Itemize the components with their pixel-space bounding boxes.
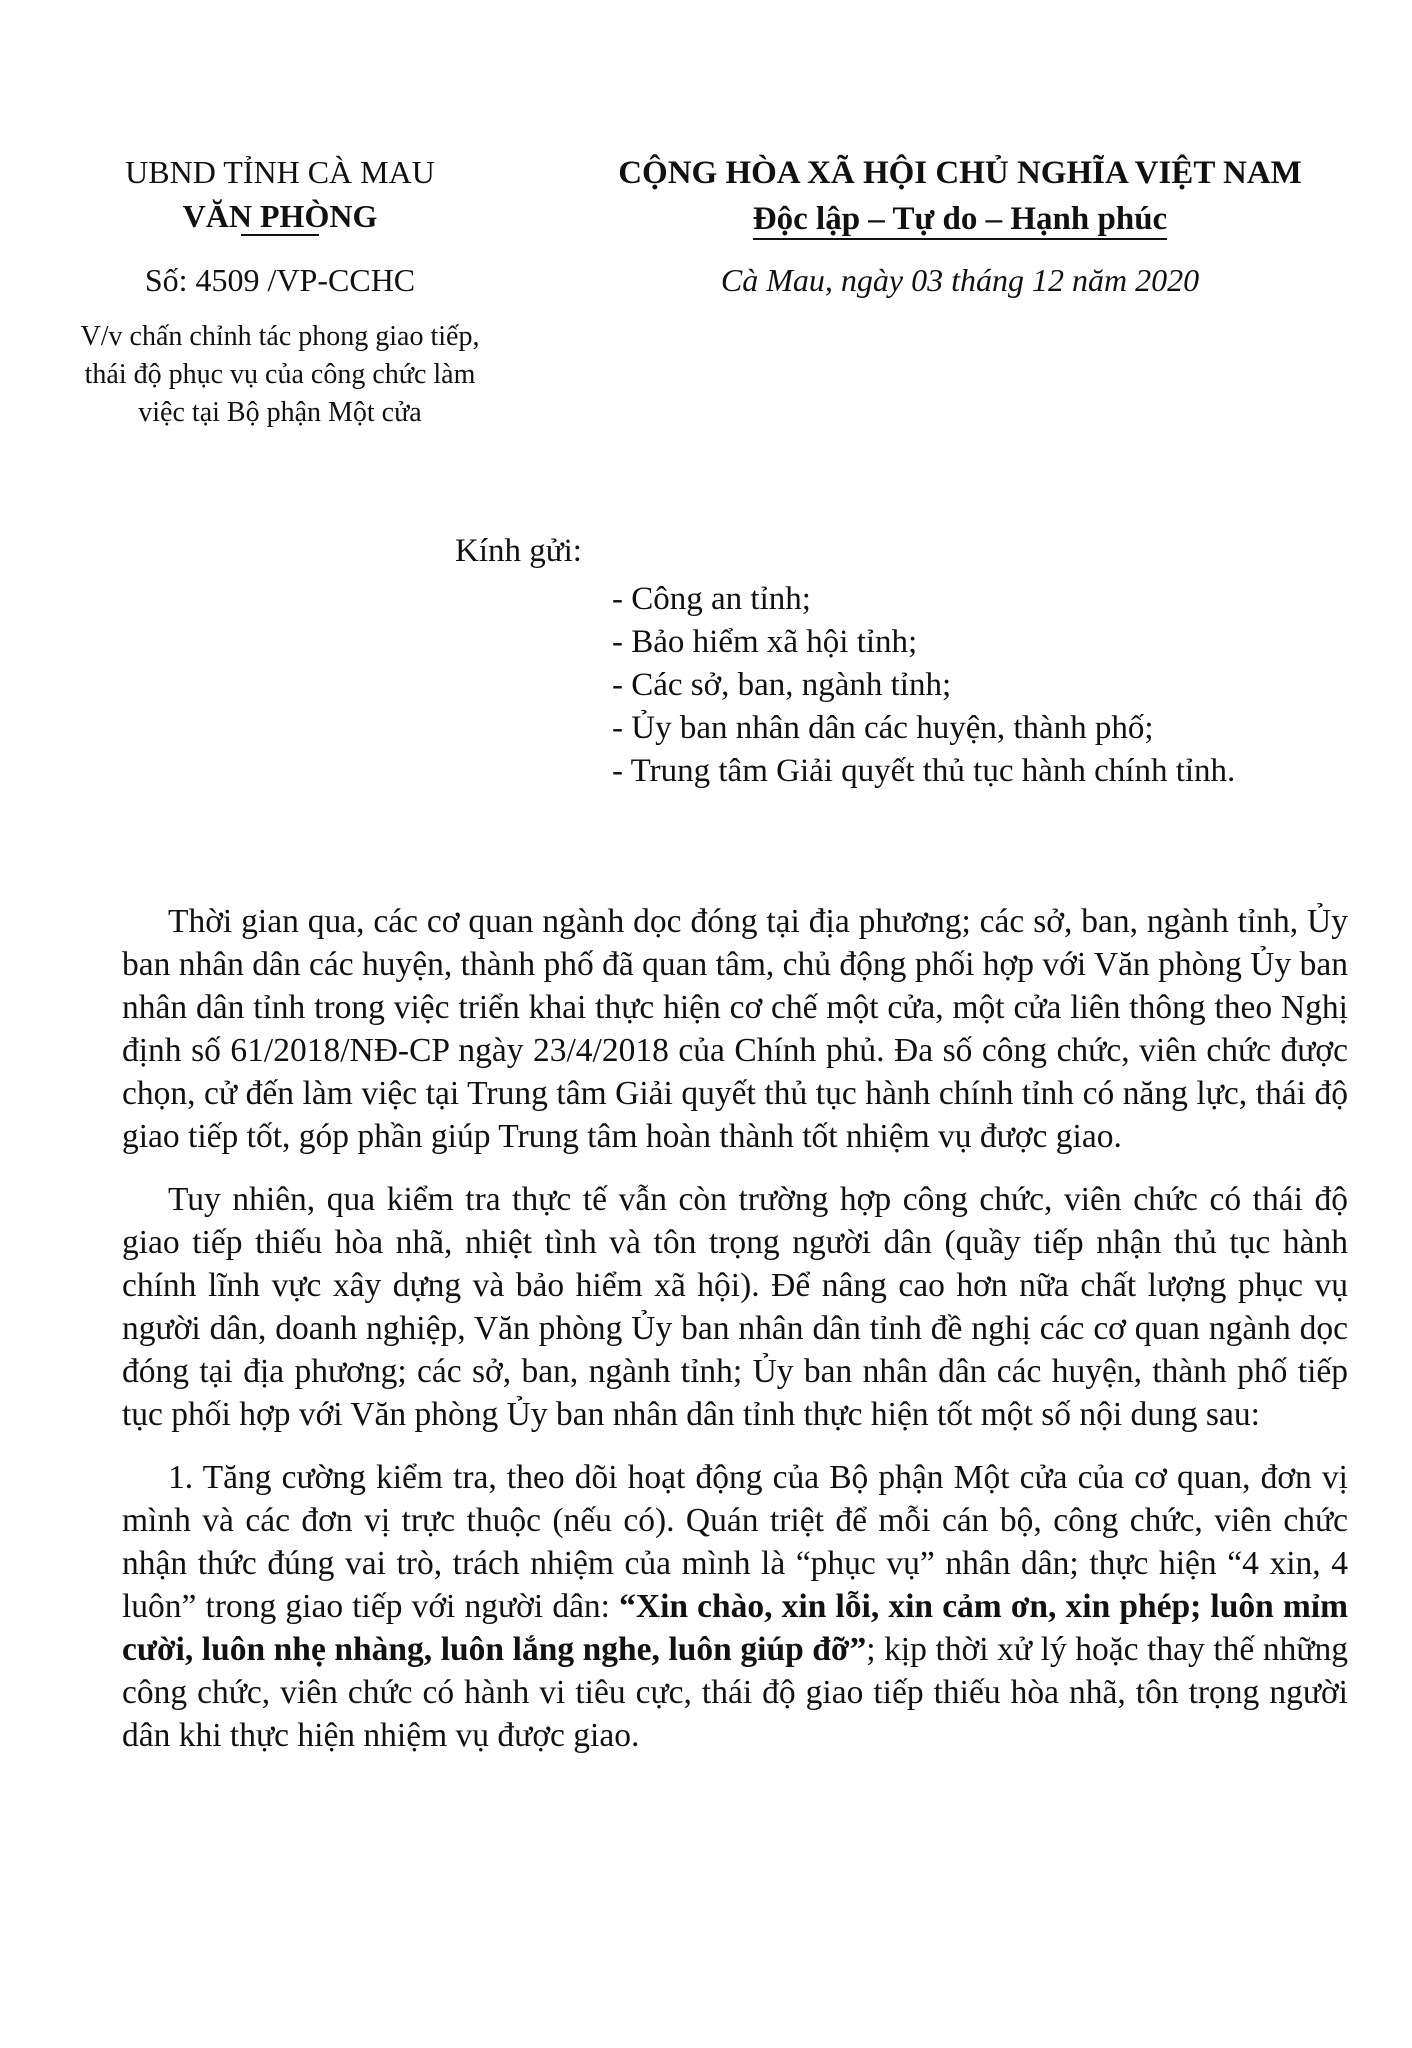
subject-line: V/v chấn chỉnh tác phong giao tiếp, [80, 321, 480, 352]
document-subject [60, 318, 500, 432]
recipient-item: - Ủy ban nhân dân các huyện, thành phố; [612, 710, 1154, 746]
subject-line: việc tại Bộ phận Một cửa [138, 397, 422, 428]
slogan-4-xin-4-luon: “Xin chào, xin lỗi, xin cảm ơn, xin phép; luôn mỉm cười, luôn nhẹ nhàng, luôn lắng nghe, luôn giúp đỡ” [122, 1588, 1348, 1668]
document-body [122, 900, 1348, 1777]
subject-line: thái độ phục vụ của công chức làm [84, 359, 476, 390]
issue-date: Cà Mau, ngày 03 tháng 12 năm 2020 [720, 262, 1200, 298]
recipients-label: Kính gửi: [455, 533, 582, 569]
paragraph-text: 1. Tăng cường kiểm tra, theo dõi hoạt động của Bộ phận Một cửa của cơ quan, đơn vị mình và các đơn vị trực thuộc (nếu có). Quán triệt để mỗi cán bộ, công chức, viên chức nhận thức đúng vai trò, trách nhiệm của mình là “phục vụ” nhân dân; thực hiện “4 xin, 4 luôn” trong giao tiếp với người dân: [122, 1459, 1348, 1625]
national-header [560, 150, 1360, 242]
office-name: VĂN PHÒNG [183, 194, 378, 238]
body-paragraph: Thời gian qua, các cơ quan ngành dọc đóng tại địa phương; các sở, ban, ngành tỉnh, Ủy ban nhân dân các huyện, thành phố đã quan tâm, chủ động phối hợp với Văn phòng Ủy ban nhân dân tỉnh trong việc triển khai thực hiện cơ chế một cửa, một cửa liên thông theo Nghị định số 61/2018/NĐ-CP ngày 23/4/2018 của Chính phủ. Đa số công chức, viên chức được chọn, cử đến làm việc tại Trung tâm Giải quyết thủ tục hành chính tỉnh có năng lực, thái độ giao tiếp tốt, góp phần giúp Trung tâm hoàn thành tốt nhiệm vụ được giao. [122, 903, 1348, 1155]
recipient-item: - Các sở, ban, ngành tỉnh; [612, 667, 952, 703]
recipient-item: - Bảo hiểm xã hội tỉnh; [612, 624, 918, 660]
document-number: Số: 4509 /VP-CCHC [144, 262, 416, 298]
recipients-list [612, 578, 1235, 793]
recipient-item: - Trung tâm Giải quyết thủ tục hành chính tỉnh. [612, 753, 1236, 789]
body-paragraph: Tuy nhiên, qua kiểm tra thực tế vẫn còn trường hợp công chức, viên chức có thái độ giao tiếp thiếu hòa nhã, nhiệt tình và tôn trọng người dân (quầy tiếp nhận thủ tục hành chính lĩnh vực xây dựng và bảo hiểm xã hội). Để nâng cao hơn nữa chất lượng phục vụ người dân, doanh nghiệp, Văn phòng Ủy ban nhân dân tỉnh đề nghị các cơ quan ngành dọc đóng tại địa phương; các sở, ban, ngành tỉnh; Ủy ban nhân dân các huyện, thành phố tiếp tục phối hợp với Văn phòng Ủy ban nhân dân tỉnh thực hiện tốt một số nội dung sau: [122, 1181, 1348, 1433]
national-motto: Độc lập – Tự do – Hạnh phúc [753, 196, 1167, 242]
body-paragraph-item-1 [122, 1456, 1348, 1757]
recipient-item: - Công an tỉnh; [612, 581, 811, 617]
org-name: UBND TỈNH CÀ MAU [125, 154, 435, 190]
issuing-authority [60, 150, 500, 238]
paragraph-text: ; kịp thời xử lý hoặc thay thế những công chức, viên chức có hành vi tiêu cực, thái độ giao tiếp thiếu hòa nhã, tôn trọng người dân khi thực hiện nhiệm vụ được giao. [122, 1631, 1348, 1754]
country-name: CỘNG HÒA XÃ HỘI CHỦ NGHĨA VIỆT NAM [618, 155, 1302, 191]
